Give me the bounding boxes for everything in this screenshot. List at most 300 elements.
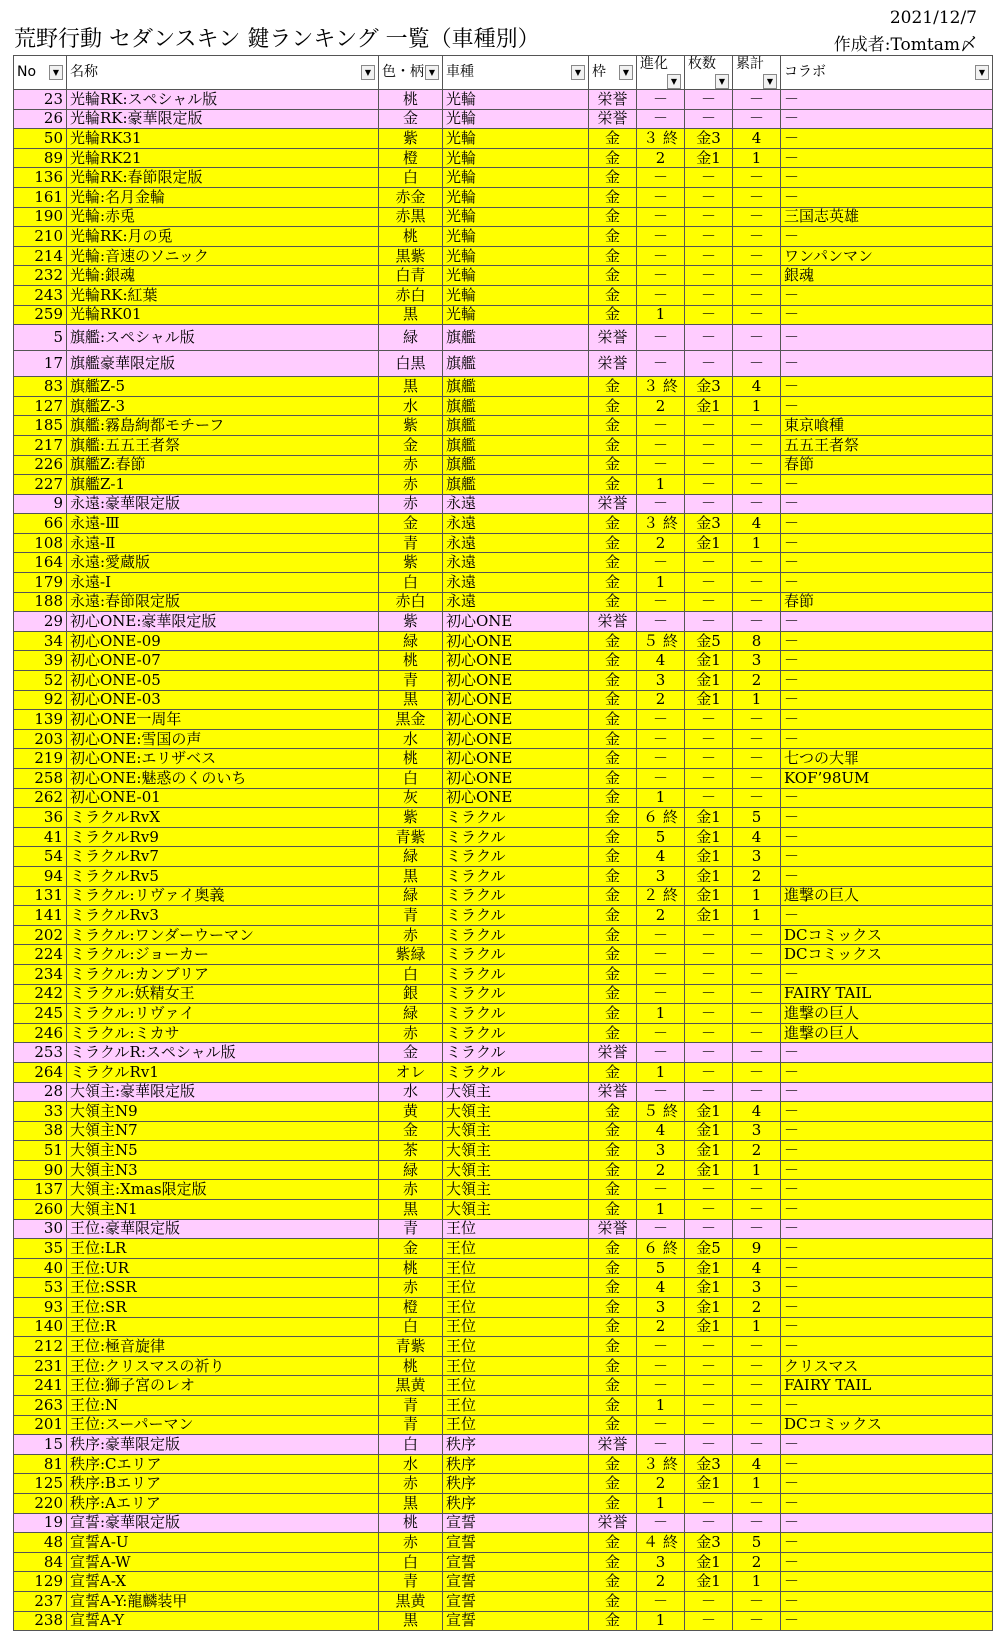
cell-collab[interactable]: － xyxy=(781,285,993,305)
cell-name[interactable]: ミラクルRv1 xyxy=(67,1062,379,1082)
filter-dropdown-icon[interactable]: ▼ xyxy=(715,74,729,89)
cell-evo[interactable]: － xyxy=(637,710,685,730)
cell-no[interactable]: 108 xyxy=(14,533,67,553)
cell-name[interactable]: 永遠-Ⅱ xyxy=(67,533,379,553)
cell-no[interactable]: 34 xyxy=(14,631,67,651)
cell-count[interactable]: 金1 xyxy=(685,1298,733,1318)
cell-type[interactable]: 光輪 xyxy=(443,90,589,110)
cell-collab[interactable]: － xyxy=(781,651,993,671)
cell-name[interactable]: ミラクルRv7 xyxy=(67,847,379,867)
cell-color[interactable]: 青 xyxy=(379,1415,443,1435)
cell-frame[interactable]: 金 xyxy=(589,1493,637,1513)
cell-type[interactable]: 旗艦 xyxy=(443,396,589,416)
cell-count[interactable]: 金1 xyxy=(685,1317,733,1337)
cell-name[interactable]: 旗艦:五五王者祭 xyxy=(67,435,379,455)
cell-frame[interactable]: 金 xyxy=(589,1611,637,1631)
cell-no[interactable]: 220 xyxy=(14,1493,67,1513)
cell-no[interactable]: 51 xyxy=(14,1141,67,1161)
cell-count[interactable]: 金5 xyxy=(685,631,733,651)
cell-type[interactable]: 永遠 xyxy=(443,494,589,514)
cell-count[interactable]: － xyxy=(685,573,733,593)
cell-evo[interactable]: 1 xyxy=(637,1200,685,1220)
cell-total[interactable]: － xyxy=(733,1396,781,1416)
cell-total[interactable]: 1 xyxy=(733,1317,781,1337)
cell-collab[interactable]: － xyxy=(781,1121,993,1141)
cell-frame[interactable]: 金 xyxy=(589,148,637,168)
cell-name[interactable]: 大領主:Xmas限定版 xyxy=(67,1180,379,1200)
cell-total[interactable]: － xyxy=(733,1611,781,1631)
cell-evo[interactable]: 3 xyxy=(637,866,685,886)
cell-evo[interactable]: － xyxy=(637,769,685,789)
cell-total[interactable]: － xyxy=(733,435,781,455)
cell-no[interactable]: 136 xyxy=(14,168,67,188)
cell-no[interactable]: 238 xyxy=(14,1611,67,1631)
cell-type[interactable]: 初心ONE xyxy=(443,769,589,789)
cell-type[interactable]: 光輪 xyxy=(443,148,589,168)
cell-name[interactable]: 秩序:Bエリア xyxy=(67,1474,379,1494)
cell-type[interactable]: 宣誓 xyxy=(443,1591,589,1611)
header-name[interactable] xyxy=(67,56,379,90)
cell-evo[interactable]: － xyxy=(637,1337,685,1357)
cell-collab[interactable]: 銀魂 xyxy=(781,266,993,286)
cell-count[interactable]: 金1 xyxy=(685,866,733,886)
cell-type[interactable]: ミラクル xyxy=(443,925,589,945)
cell-total[interactable]: － xyxy=(733,1043,781,1063)
cell-total[interactable]: － xyxy=(733,1493,781,1513)
cell-type[interactable]: ミラクル xyxy=(443,1062,589,1082)
cell-name[interactable]: 大領主N3 xyxy=(67,1160,379,1180)
cell-frame[interactable]: 金 xyxy=(589,827,637,847)
filter-dropdown-icon[interactable]: ▼ xyxy=(619,65,633,80)
cell-name[interactable]: 旗艦Z-3 xyxy=(67,396,379,416)
cell-collab[interactable]: － xyxy=(781,1513,993,1533)
cell-frame[interactable]: 金 xyxy=(589,1376,637,1396)
cell-count[interactable]: 金1 xyxy=(685,808,733,828)
cell-color[interactable]: 青 xyxy=(379,906,443,926)
cell-type[interactable]: 旗艦 xyxy=(443,475,589,495)
cell-color[interactable]: 黒黄 xyxy=(379,1376,443,1396)
filter-dropdown-icon[interactable]: ▼ xyxy=(667,74,681,89)
cell-color[interactable]: 橙 xyxy=(379,148,443,168)
cell-count[interactable]: － xyxy=(685,246,733,266)
cell-evo[interactable]: 5 xyxy=(637,1258,685,1278)
cell-no[interactable]: 50 xyxy=(14,129,67,149)
cell-total[interactable]: 4 xyxy=(733,1258,781,1278)
cell-no[interactable]: 131 xyxy=(14,886,67,906)
cell-evo[interactable]: － xyxy=(637,168,685,188)
cell-total[interactable]: － xyxy=(733,187,781,207)
filter-dropdown-icon[interactable]: ▼ xyxy=(571,65,585,80)
cell-color[interactable]: 赤白 xyxy=(379,592,443,612)
cell-collab[interactable]: － xyxy=(781,553,993,573)
cell-frame[interactable]: 栄誉 xyxy=(589,494,637,514)
cell-color[interactable]: 緑 xyxy=(379,631,443,651)
cell-name[interactable]: 王位:極音旋律 xyxy=(67,1337,379,1357)
cell-color[interactable]: 白 xyxy=(379,1435,443,1455)
cell-count[interactable]: － xyxy=(685,1356,733,1376)
cell-count[interactable]: － xyxy=(685,1023,733,1043)
cell-name[interactable]: 光輪RK01 xyxy=(67,305,379,325)
cell-frame[interactable]: 金 xyxy=(589,285,637,305)
cell-total[interactable]: － xyxy=(733,475,781,495)
cell-frame[interactable]: 金 xyxy=(589,1023,637,1043)
cell-collab[interactable]: － xyxy=(781,1474,993,1494)
cell-no[interactable]: 33 xyxy=(14,1102,67,1122)
cell-evo[interactable]: － xyxy=(637,964,685,984)
cell-count[interactable]: － xyxy=(685,416,733,436)
cell-evo[interactable]: － xyxy=(637,266,685,286)
cell-type[interactable]: 光輪 xyxy=(443,168,589,188)
cell-type[interactable]: ミラクル xyxy=(443,1023,589,1043)
cell-collab[interactable]: KOF’98UM xyxy=(781,769,993,789)
cell-color[interactable]: 橙 xyxy=(379,1298,443,1318)
cell-count[interactable]: － xyxy=(685,1435,733,1455)
cell-total[interactable]: － xyxy=(733,1004,781,1024)
cell-name[interactable]: 王位:SSR xyxy=(67,1278,379,1298)
cell-total[interactable]: － xyxy=(733,1023,781,1043)
cell-evo[interactable]: ６ 終 xyxy=(637,808,685,828)
cell-evo[interactable]: － xyxy=(637,325,685,351)
cell-color[interactable]: 白 xyxy=(379,573,443,593)
cell-no[interactable]: 140 xyxy=(14,1317,67,1337)
cell-frame[interactable]: 金 xyxy=(589,1298,637,1318)
cell-frame[interactable]: 金 xyxy=(589,906,637,926)
cell-count[interactable]: 金1 xyxy=(685,906,733,926)
cell-total[interactable]: 1 xyxy=(733,690,781,710)
cell-total[interactable]: － xyxy=(733,1180,781,1200)
cell-total[interactable]: － xyxy=(733,749,781,769)
cell-type[interactable]: ミラクル xyxy=(443,1004,589,1024)
cell-color[interactable]: 緑 xyxy=(379,1160,443,1180)
cell-evo[interactable]: － xyxy=(637,1082,685,1102)
cell-no[interactable]: 30 xyxy=(14,1219,67,1239)
cell-count[interactable]: － xyxy=(685,984,733,1004)
cell-color[interactable]: 青紫 xyxy=(379,827,443,847)
cell-frame[interactable]: 金 xyxy=(589,377,637,397)
cell-color[interactable]: 白 xyxy=(379,1552,443,1572)
cell-collab[interactable]: 三国志英雄 xyxy=(781,207,993,227)
cell-no[interactable]: 241 xyxy=(14,1376,67,1396)
cell-frame[interactable]: 栄誉 xyxy=(589,1219,637,1239)
cell-total[interactable]: － xyxy=(733,207,781,227)
cell-total[interactable]: － xyxy=(733,1219,781,1239)
cell-collab[interactable]: FAIRY TAIL xyxy=(781,1376,993,1396)
cell-color[interactable]: 白黒 xyxy=(379,351,443,377)
cell-count[interactable]: － xyxy=(685,435,733,455)
cell-count[interactable]: － xyxy=(685,1337,733,1357)
cell-total[interactable]: － xyxy=(733,1200,781,1220)
cell-count[interactable]: 金1 xyxy=(685,1474,733,1494)
cell-no[interactable]: 35 xyxy=(14,1239,67,1259)
cell-total[interactable]: 2 xyxy=(733,1552,781,1572)
cell-count[interactable]: 金1 xyxy=(685,847,733,867)
cell-frame[interactable]: 金 xyxy=(589,1356,637,1376)
cell-evo[interactable]: － xyxy=(637,1415,685,1435)
cell-frame[interactable]: 金 xyxy=(589,945,637,965)
cell-color[interactable]: 水 xyxy=(379,1454,443,1474)
cell-type[interactable]: 宣誓 xyxy=(443,1611,589,1631)
cell-count[interactable]: － xyxy=(685,1082,733,1102)
cell-total[interactable]: 3 xyxy=(733,1278,781,1298)
cell-evo[interactable]: － xyxy=(637,455,685,475)
cell-collab[interactable]: － xyxy=(781,305,993,325)
cell-collab[interactable]: － xyxy=(781,1062,993,1082)
cell-name[interactable]: 宣誓A-X xyxy=(67,1572,379,1592)
cell-collab[interactable]: － xyxy=(781,1337,993,1357)
cell-count[interactable]: 金3 xyxy=(685,377,733,397)
cell-no[interactable]: 232 xyxy=(14,266,67,286)
cell-count[interactable]: 金1 xyxy=(685,1278,733,1298)
cell-evo[interactable]: 4 xyxy=(637,1278,685,1298)
cell-count[interactable]: － xyxy=(685,964,733,984)
cell-collab[interactable]: － xyxy=(781,1298,993,1318)
cell-type[interactable]: 王位 xyxy=(443,1396,589,1416)
cell-total[interactable]: － xyxy=(733,109,781,129)
cell-total[interactable]: 2 xyxy=(733,866,781,886)
cell-frame[interactable]: 金 xyxy=(589,1102,637,1122)
cell-name[interactable]: 永遠:春節限定版 xyxy=(67,592,379,612)
cell-type[interactable]: 宣誓 xyxy=(443,1552,589,1572)
cell-frame[interactable]: 金 xyxy=(589,1533,637,1553)
cell-frame[interactable]: 金 xyxy=(589,475,637,495)
cell-color[interactable]: 桃 xyxy=(379,749,443,769)
cell-count[interactable]: － xyxy=(685,945,733,965)
cell-evo[interactable]: － xyxy=(637,1376,685,1396)
cell-type[interactable]: ミラクル xyxy=(443,886,589,906)
cell-name[interactable]: 光輪RK31 xyxy=(67,129,379,149)
cell-count[interactable]: 金1 xyxy=(685,827,733,847)
cell-evo[interactable]: － xyxy=(637,1180,685,1200)
cell-collab[interactable]: － xyxy=(781,906,993,926)
cell-color[interactable]: 赤 xyxy=(379,455,443,475)
cell-no[interactable]: 28 xyxy=(14,1082,67,1102)
cell-type[interactable]: 光輪 xyxy=(443,246,589,266)
cell-type[interactable]: 初心ONE xyxy=(443,690,589,710)
cell-name[interactable]: 光輪RK:月の兎 xyxy=(67,227,379,247)
cell-type[interactable]: ミラクル xyxy=(443,847,589,867)
cell-name[interactable]: 永遠:豪華限定版 xyxy=(67,494,379,514)
cell-total[interactable]: 4 xyxy=(733,827,781,847)
cell-type[interactable]: 王位 xyxy=(443,1415,589,1435)
cell-no[interactable]: 19 xyxy=(14,1513,67,1533)
cell-frame[interactable]: 栄誉 xyxy=(589,1043,637,1063)
cell-name[interactable]: 光輪RK:紅葉 xyxy=(67,285,379,305)
cell-name[interactable]: 光輪:赤兎 xyxy=(67,207,379,227)
cell-total[interactable]: 4 xyxy=(733,514,781,534)
cell-frame[interactable]: 金 xyxy=(589,187,637,207)
cell-color[interactable]: 黄 xyxy=(379,1102,443,1122)
cell-collab[interactable]: － xyxy=(781,109,993,129)
cell-color[interactable]: 紫 xyxy=(379,129,443,149)
cell-total[interactable]: 8 xyxy=(733,631,781,651)
cell-type[interactable]: 王位 xyxy=(443,1376,589,1396)
cell-frame[interactable]: 金 xyxy=(589,1278,637,1298)
cell-count[interactable]: 金1 xyxy=(685,886,733,906)
cell-color[interactable]: 青紫 xyxy=(379,1337,443,1357)
cell-collab[interactable]: クリスマス xyxy=(781,1356,993,1376)
cell-frame[interactable]: 金 xyxy=(589,1004,637,1024)
cell-no[interactable]: 54 xyxy=(14,847,67,867)
cell-collab[interactable]: 東京喰種 xyxy=(781,416,993,436)
cell-type[interactable]: 大領主 xyxy=(443,1160,589,1180)
cell-no[interactable]: 17 xyxy=(14,351,67,377)
cell-name[interactable]: 光輪RK:スペシャル版 xyxy=(67,90,379,110)
cell-color[interactable]: 金 xyxy=(379,435,443,455)
cell-total[interactable]: － xyxy=(733,1356,781,1376)
cell-collab[interactable]: － xyxy=(781,729,993,749)
cell-collab[interactable]: － xyxy=(781,168,993,188)
header-evo[interactable] xyxy=(637,56,685,90)
filter-dropdown-icon[interactable]: ▼ xyxy=(361,65,375,80)
cell-type[interactable]: 初心ONE xyxy=(443,749,589,769)
cell-frame[interactable]: 金 xyxy=(589,573,637,593)
cell-type[interactable]: 光輪 xyxy=(443,109,589,129)
cell-frame[interactable]: 金 xyxy=(589,1396,637,1416)
cell-collab[interactable]: － xyxy=(781,631,993,651)
cell-count[interactable]: － xyxy=(685,90,733,110)
cell-collab[interactable]: － xyxy=(781,1278,993,1298)
cell-no[interactable]: 137 xyxy=(14,1180,67,1200)
cell-frame[interactable]: 金 xyxy=(589,866,637,886)
cell-evo[interactable]: ５ 終 xyxy=(637,1102,685,1122)
cell-total[interactable]: － xyxy=(733,788,781,808)
cell-color[interactable]: 銀 xyxy=(379,984,443,1004)
cell-collab[interactable]: － xyxy=(781,227,993,247)
cell-color[interactable]: 黒 xyxy=(379,690,443,710)
cell-frame[interactable]: 金 xyxy=(589,1591,637,1611)
cell-frame[interactable]: 金 xyxy=(589,246,637,266)
cell-frame[interactable]: 栄誉 xyxy=(589,612,637,632)
cell-count[interactable]: 金1 xyxy=(685,1572,733,1592)
cell-evo[interactable]: 2 xyxy=(637,148,685,168)
cell-frame[interactable]: 金 xyxy=(589,729,637,749)
cell-collab[interactable]: － xyxy=(781,325,993,351)
cell-frame[interactable]: 金 xyxy=(589,808,637,828)
cell-frame[interactable]: 金 xyxy=(589,305,637,325)
cell-collab[interactable]: － xyxy=(781,1258,993,1278)
cell-collab[interactable]: － xyxy=(781,1317,993,1337)
cell-total[interactable]: － xyxy=(733,351,781,377)
cell-color[interactable]: 黒 xyxy=(379,377,443,397)
cell-no[interactable]: 83 xyxy=(14,377,67,397)
cell-no[interactable]: 234 xyxy=(14,964,67,984)
cell-collab[interactable]: 五五王者祭 xyxy=(781,435,993,455)
cell-color[interactable]: 紫 xyxy=(379,612,443,632)
cell-evo[interactable]: － xyxy=(637,1356,685,1376)
cell-type[interactable]: 永遠 xyxy=(443,592,589,612)
cell-evo[interactable]: － xyxy=(637,1435,685,1455)
cell-count[interactable]: － xyxy=(685,187,733,207)
cell-evo[interactable]: 2 xyxy=(637,1317,685,1337)
cell-type[interactable]: 永遠 xyxy=(443,573,589,593)
cell-color[interactable]: オレ xyxy=(379,1062,443,1082)
cell-name[interactable]: 初心ONE-07 xyxy=(67,651,379,671)
cell-evo[interactable]: － xyxy=(637,187,685,207)
cell-type[interactable]: 旗艦 xyxy=(443,351,589,377)
cell-name[interactable]: 旗艦Z:春節 xyxy=(67,455,379,475)
cell-evo[interactable]: 1 xyxy=(637,1004,685,1024)
cell-frame[interactable]: 金 xyxy=(589,1454,637,1474)
cell-color[interactable]: 黒 xyxy=(379,1200,443,1220)
cell-count[interactable]: － xyxy=(685,553,733,573)
cell-no[interactable]: 262 xyxy=(14,788,67,808)
cell-count[interactable]: － xyxy=(685,494,733,514)
cell-collab[interactable]: － xyxy=(781,612,993,632)
cell-total[interactable]: 4 xyxy=(733,1454,781,1474)
cell-no[interactable]: 226 xyxy=(14,455,67,475)
cell-evo[interactable]: 1 xyxy=(637,1062,685,1082)
cell-color[interactable]: 黒 xyxy=(379,1493,443,1513)
cell-frame[interactable]: 金 xyxy=(589,396,637,416)
cell-no[interactable]: 36 xyxy=(14,808,67,828)
cell-color[interactable]: 青 xyxy=(379,1572,443,1592)
cell-no[interactable]: 190 xyxy=(14,207,67,227)
cell-color[interactable]: 青 xyxy=(379,671,443,691)
cell-frame[interactable]: 金 xyxy=(589,168,637,188)
cell-type[interactable]: 秩序 xyxy=(443,1454,589,1474)
cell-no[interactable]: 224 xyxy=(14,945,67,965)
cell-collab[interactable]: － xyxy=(781,148,993,168)
cell-count[interactable]: － xyxy=(685,592,733,612)
cell-total[interactable]: － xyxy=(733,416,781,436)
cell-total[interactable]: － xyxy=(733,1513,781,1533)
cell-no[interactable]: 93 xyxy=(14,1298,67,1318)
cell-frame[interactable]: 金 xyxy=(589,1141,637,1161)
cell-evo[interactable]: ３ 終 xyxy=(637,514,685,534)
cell-total[interactable]: 5 xyxy=(733,1533,781,1553)
cell-collab[interactable]: － xyxy=(781,494,993,514)
cell-color[interactable]: 黒 xyxy=(379,305,443,325)
cell-frame[interactable]: 金 xyxy=(589,651,637,671)
cell-color[interactable]: 桃 xyxy=(379,90,443,110)
cell-evo[interactable]: － xyxy=(637,612,685,632)
cell-no[interactable]: 188 xyxy=(14,592,67,612)
cell-type[interactable]: 初心ONE xyxy=(443,729,589,749)
cell-name[interactable]: 宣誓A-Y xyxy=(67,1611,379,1631)
cell-evo[interactable]: 3 xyxy=(637,1552,685,1572)
cell-type[interactable]: 光輪 xyxy=(443,187,589,207)
cell-total[interactable]: 2 xyxy=(733,1298,781,1318)
cell-frame[interactable]: 金 xyxy=(589,964,637,984)
cell-count[interactable]: － xyxy=(685,710,733,730)
cell-type[interactable]: 王位 xyxy=(443,1219,589,1239)
cell-collab[interactable]: － xyxy=(781,671,993,691)
cell-evo[interactable]: － xyxy=(637,285,685,305)
cell-count[interactable]: － xyxy=(685,769,733,789)
cell-type[interactable]: 大領主 xyxy=(443,1121,589,1141)
cell-color[interactable]: 茶 xyxy=(379,1141,443,1161)
cell-type[interactable]: 宣誓 xyxy=(443,1513,589,1533)
cell-no[interactable]: 41 xyxy=(14,827,67,847)
filter-dropdown-icon[interactable]: ▼ xyxy=(763,74,777,89)
cell-collab[interactable]: － xyxy=(781,377,993,397)
cell-name[interactable]: 大領主N9 xyxy=(67,1102,379,1122)
cell-no[interactable]: 5 xyxy=(14,325,67,351)
cell-type[interactable]: ミラクル xyxy=(443,906,589,926)
cell-evo[interactable]: － xyxy=(637,1219,685,1239)
cell-count[interactable]: 金1 xyxy=(685,396,733,416)
cell-frame[interactable]: 金 xyxy=(589,925,637,945)
cell-count[interactable]: － xyxy=(685,1513,733,1533)
cell-frame[interactable]: 栄誉 xyxy=(589,90,637,110)
cell-frame[interactable]: 金 xyxy=(589,1258,637,1278)
cell-total[interactable]: － xyxy=(733,1415,781,1435)
cell-total[interactable]: － xyxy=(733,266,781,286)
cell-type[interactable]: ミラクル xyxy=(443,1043,589,1063)
cell-name[interactable]: 王位:獅子宮のレオ xyxy=(67,1376,379,1396)
cell-type[interactable]: 王位 xyxy=(443,1317,589,1337)
cell-type[interactable]: 旗艦 xyxy=(443,416,589,436)
